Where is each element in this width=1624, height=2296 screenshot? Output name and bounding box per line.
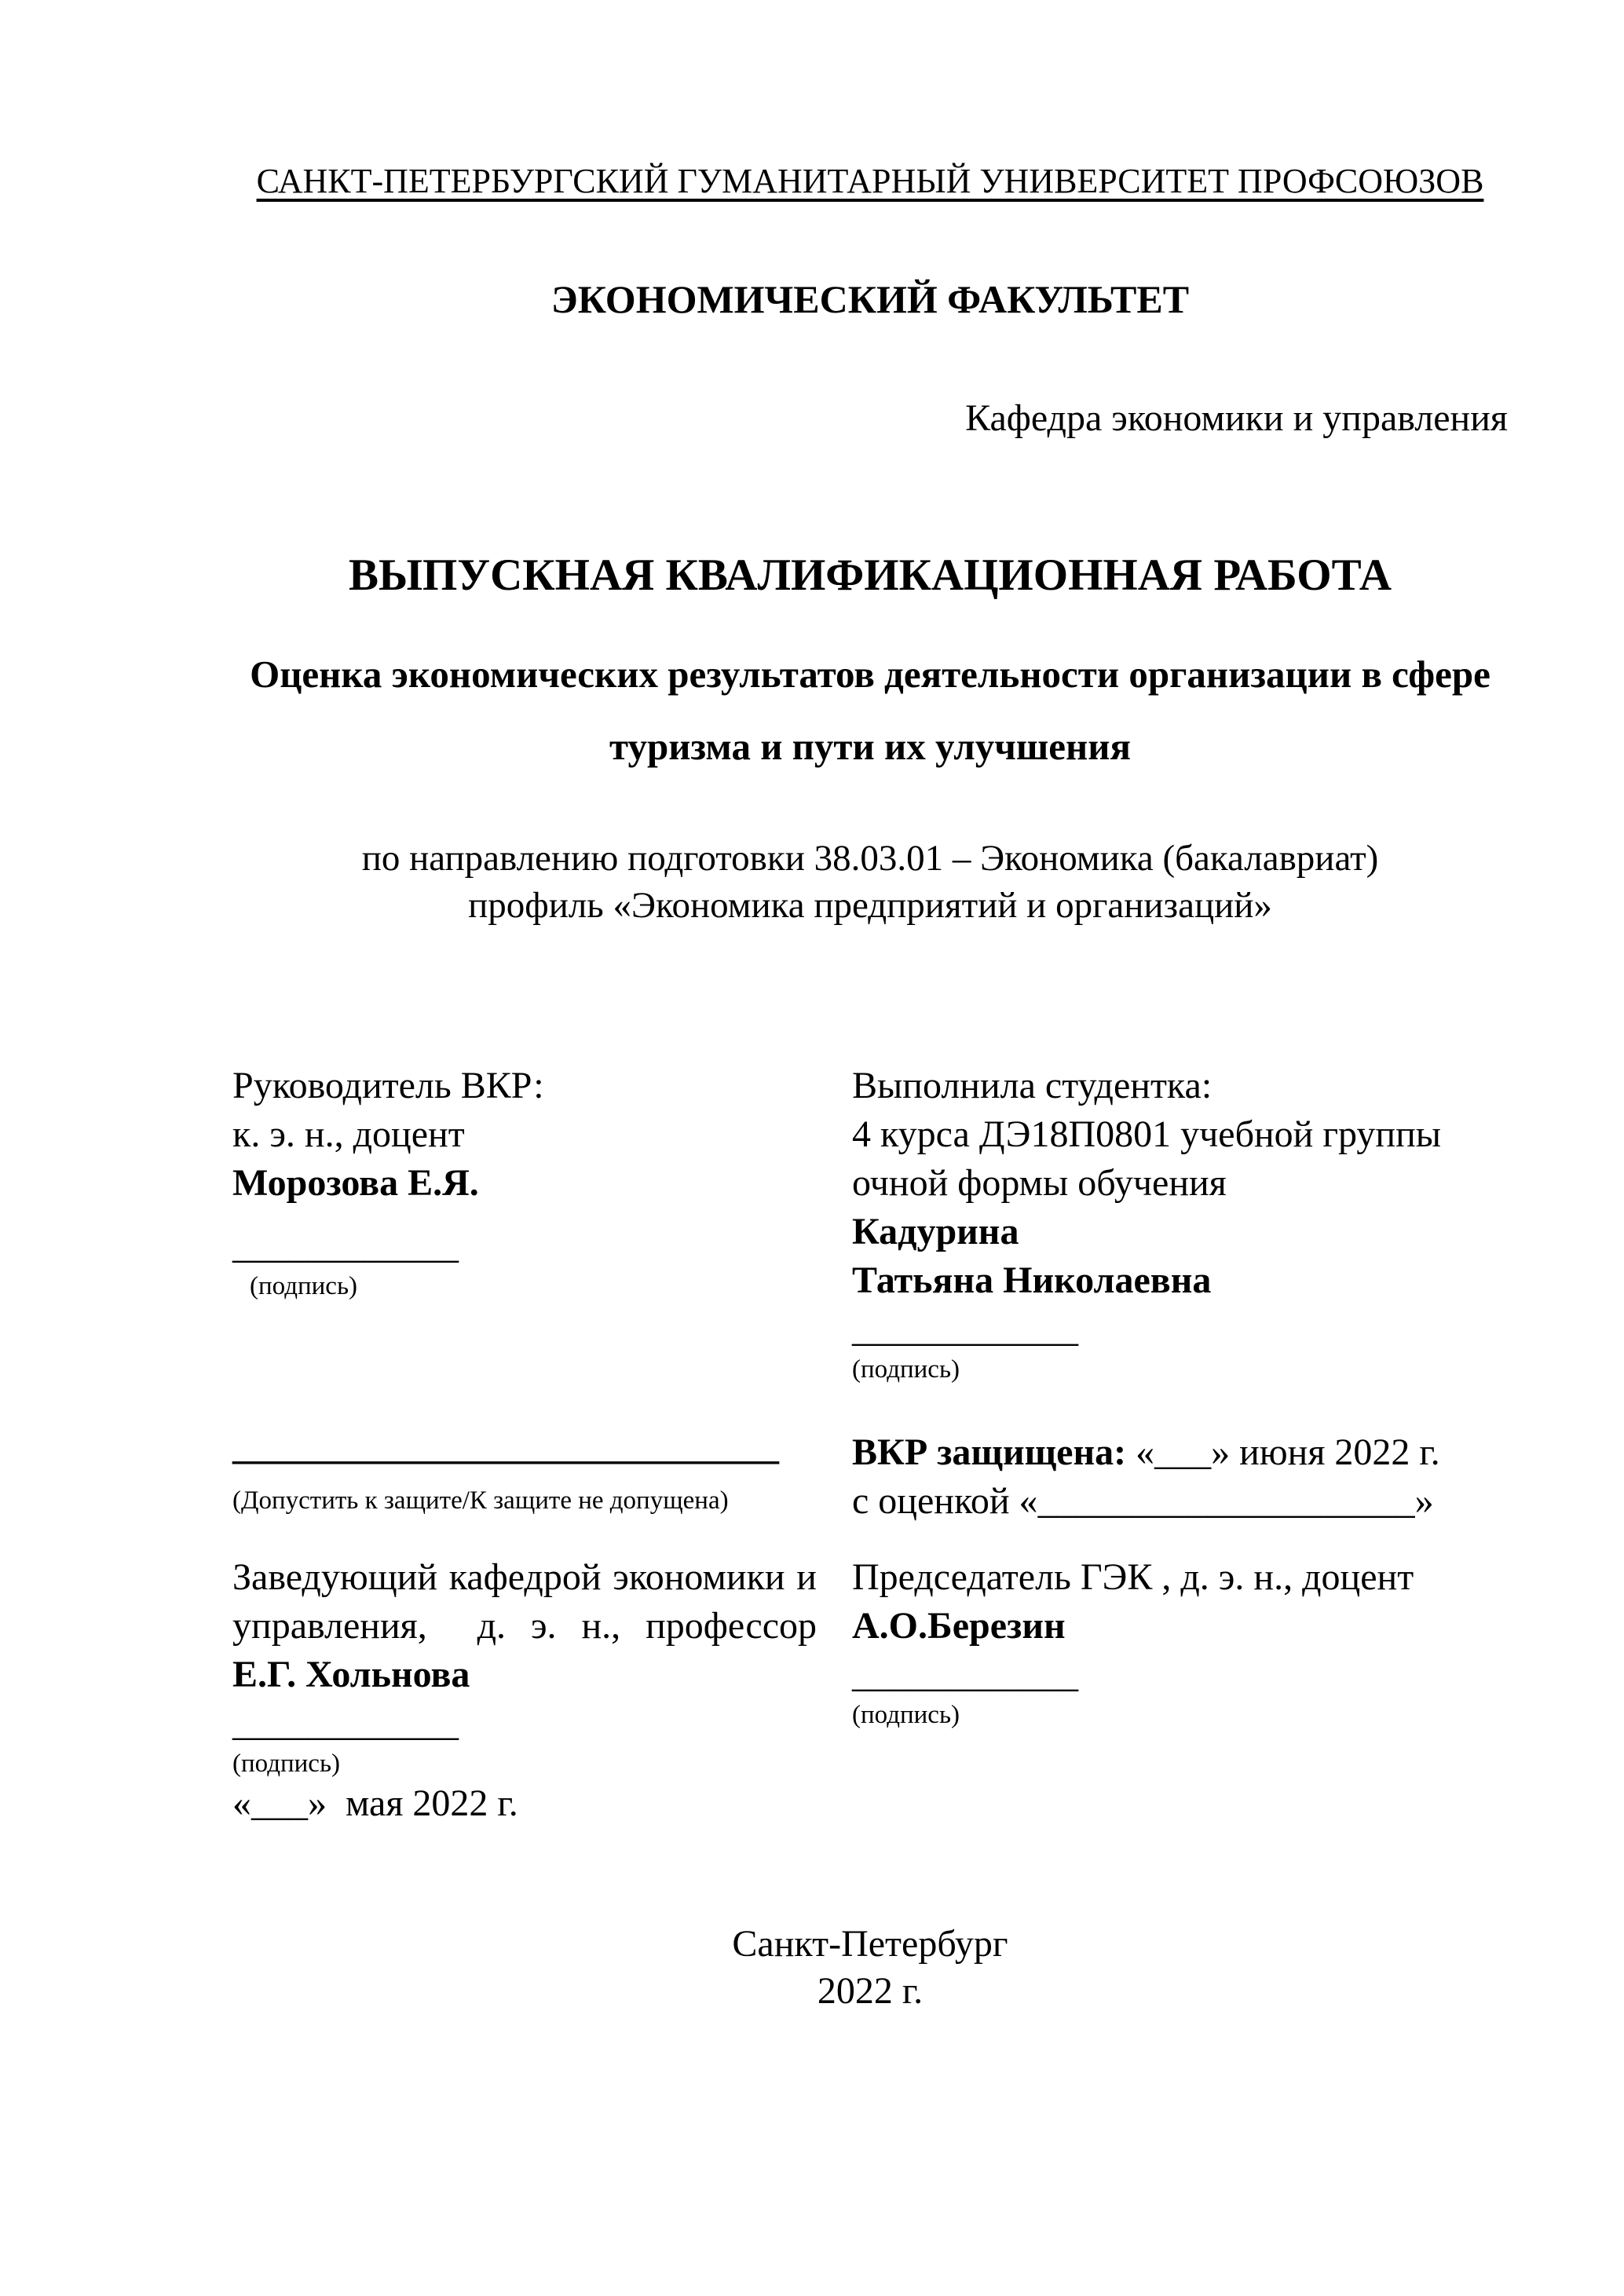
supervisor-degree: к. э. н., доцент [232,1113,465,1155]
gec-chair-role: Председатель ГЭК , д. э. н., доцент [852,1556,1414,1598]
student-role: Выполнила студентка: [852,1065,1213,1106]
student-name-line1: Кадурина [852,1211,1019,1252]
defense-label: ВКР защищена: [852,1431,1127,1473]
head-signature-caption: (подпись) [232,1749,340,1778]
gec-chair-signature-line: ____________ [852,1654,1078,1695]
head-signature-line: ____________ [232,1702,459,1744]
student-signature-caption: (подпись) [852,1355,960,1384]
student-block [852,1062,1527,1526]
thesis-title-line1: Оценка экономических результатов деятельности организации в сфере [250,653,1490,696]
admission-caption: (Допустить к защите/К защите не допущена) [232,1486,729,1515]
supervisor-signature-caption: (подпись) [250,1272,357,1300]
faculty-name: ЭКОНОМИЧЕСКИЙ ФАКУЛЬТЕТ [550,277,1190,321]
city: Санкт-Петербург [732,1923,1008,1965]
spacer [852,1385,1527,1428]
student-group: 4 курса ДЭ18П0801 учебной группы [852,1113,1442,1155]
grade-suffix: » [1414,1480,1434,1522]
gec-chair-name: А.О.Березин [852,1605,1066,1647]
head-name: Е.Г. Хольнова [232,1654,470,1695]
supervisor-signature-line: ____________ [232,1225,459,1267]
supervisor-role: Руководитель ВКР: [232,1065,544,1106]
student-study-form: очной формы обучения [852,1162,1227,1204]
head-of-department-block [232,1553,817,1828]
gec-chair-block [852,1553,1527,1731]
spacer [232,1208,817,1222]
work-type-heading: ВЫПУСКНАЯ КВАЛИФИКАЦИОННАЯ РАБОТА [348,550,1392,600]
head-date: «___» мая 2022 г. [232,1782,518,1824]
supervisor-name: Морозова Е.Я. [232,1162,479,1204]
year: 2022 г. [817,1970,924,2012]
student-name-line2: Татьяна Николаевна [852,1260,1212,1301]
supervisor-block [232,1062,817,1302]
program-direction: по направлению подготовки 38.03.01 – Экономика (бакалавриат) [361,838,1379,879]
department-name: Кафедра экономики и управления [965,397,1508,439]
defense-date-line [852,1428,1527,1477]
defense-grade-line [852,1477,1527,1526]
gec-chair-signature-caption: (подпись) [852,1701,960,1729]
defense-date-rest: «___» июня 2022 г. [1126,1431,1440,1473]
admission-signature-line: _____________________________ [232,1426,779,1468]
thesis-title-line2: туризма и пути их улучшения [609,725,1131,768]
head-role-line2: управления, д. э. н., профессор [232,1605,817,1647]
grade-blank-line: ____________________ [1037,1480,1415,1522]
head-role-line1: Заведующий кафедрой экономики и [232,1556,817,1598]
university-name: САНКТ-ПЕТЕРБУРГСКИЙ ГУМАНИТАРНЫЙ УНИВЕРСИТЕТ ПРОФСОЮЗОВ [256,162,1484,200]
grade-prefix: с оценкой « [852,1480,1038,1522]
program-profile: профиль «Экономика предприятий и организаций» [468,885,1272,926]
student-signature-line: ____________ [852,1308,1078,1350]
